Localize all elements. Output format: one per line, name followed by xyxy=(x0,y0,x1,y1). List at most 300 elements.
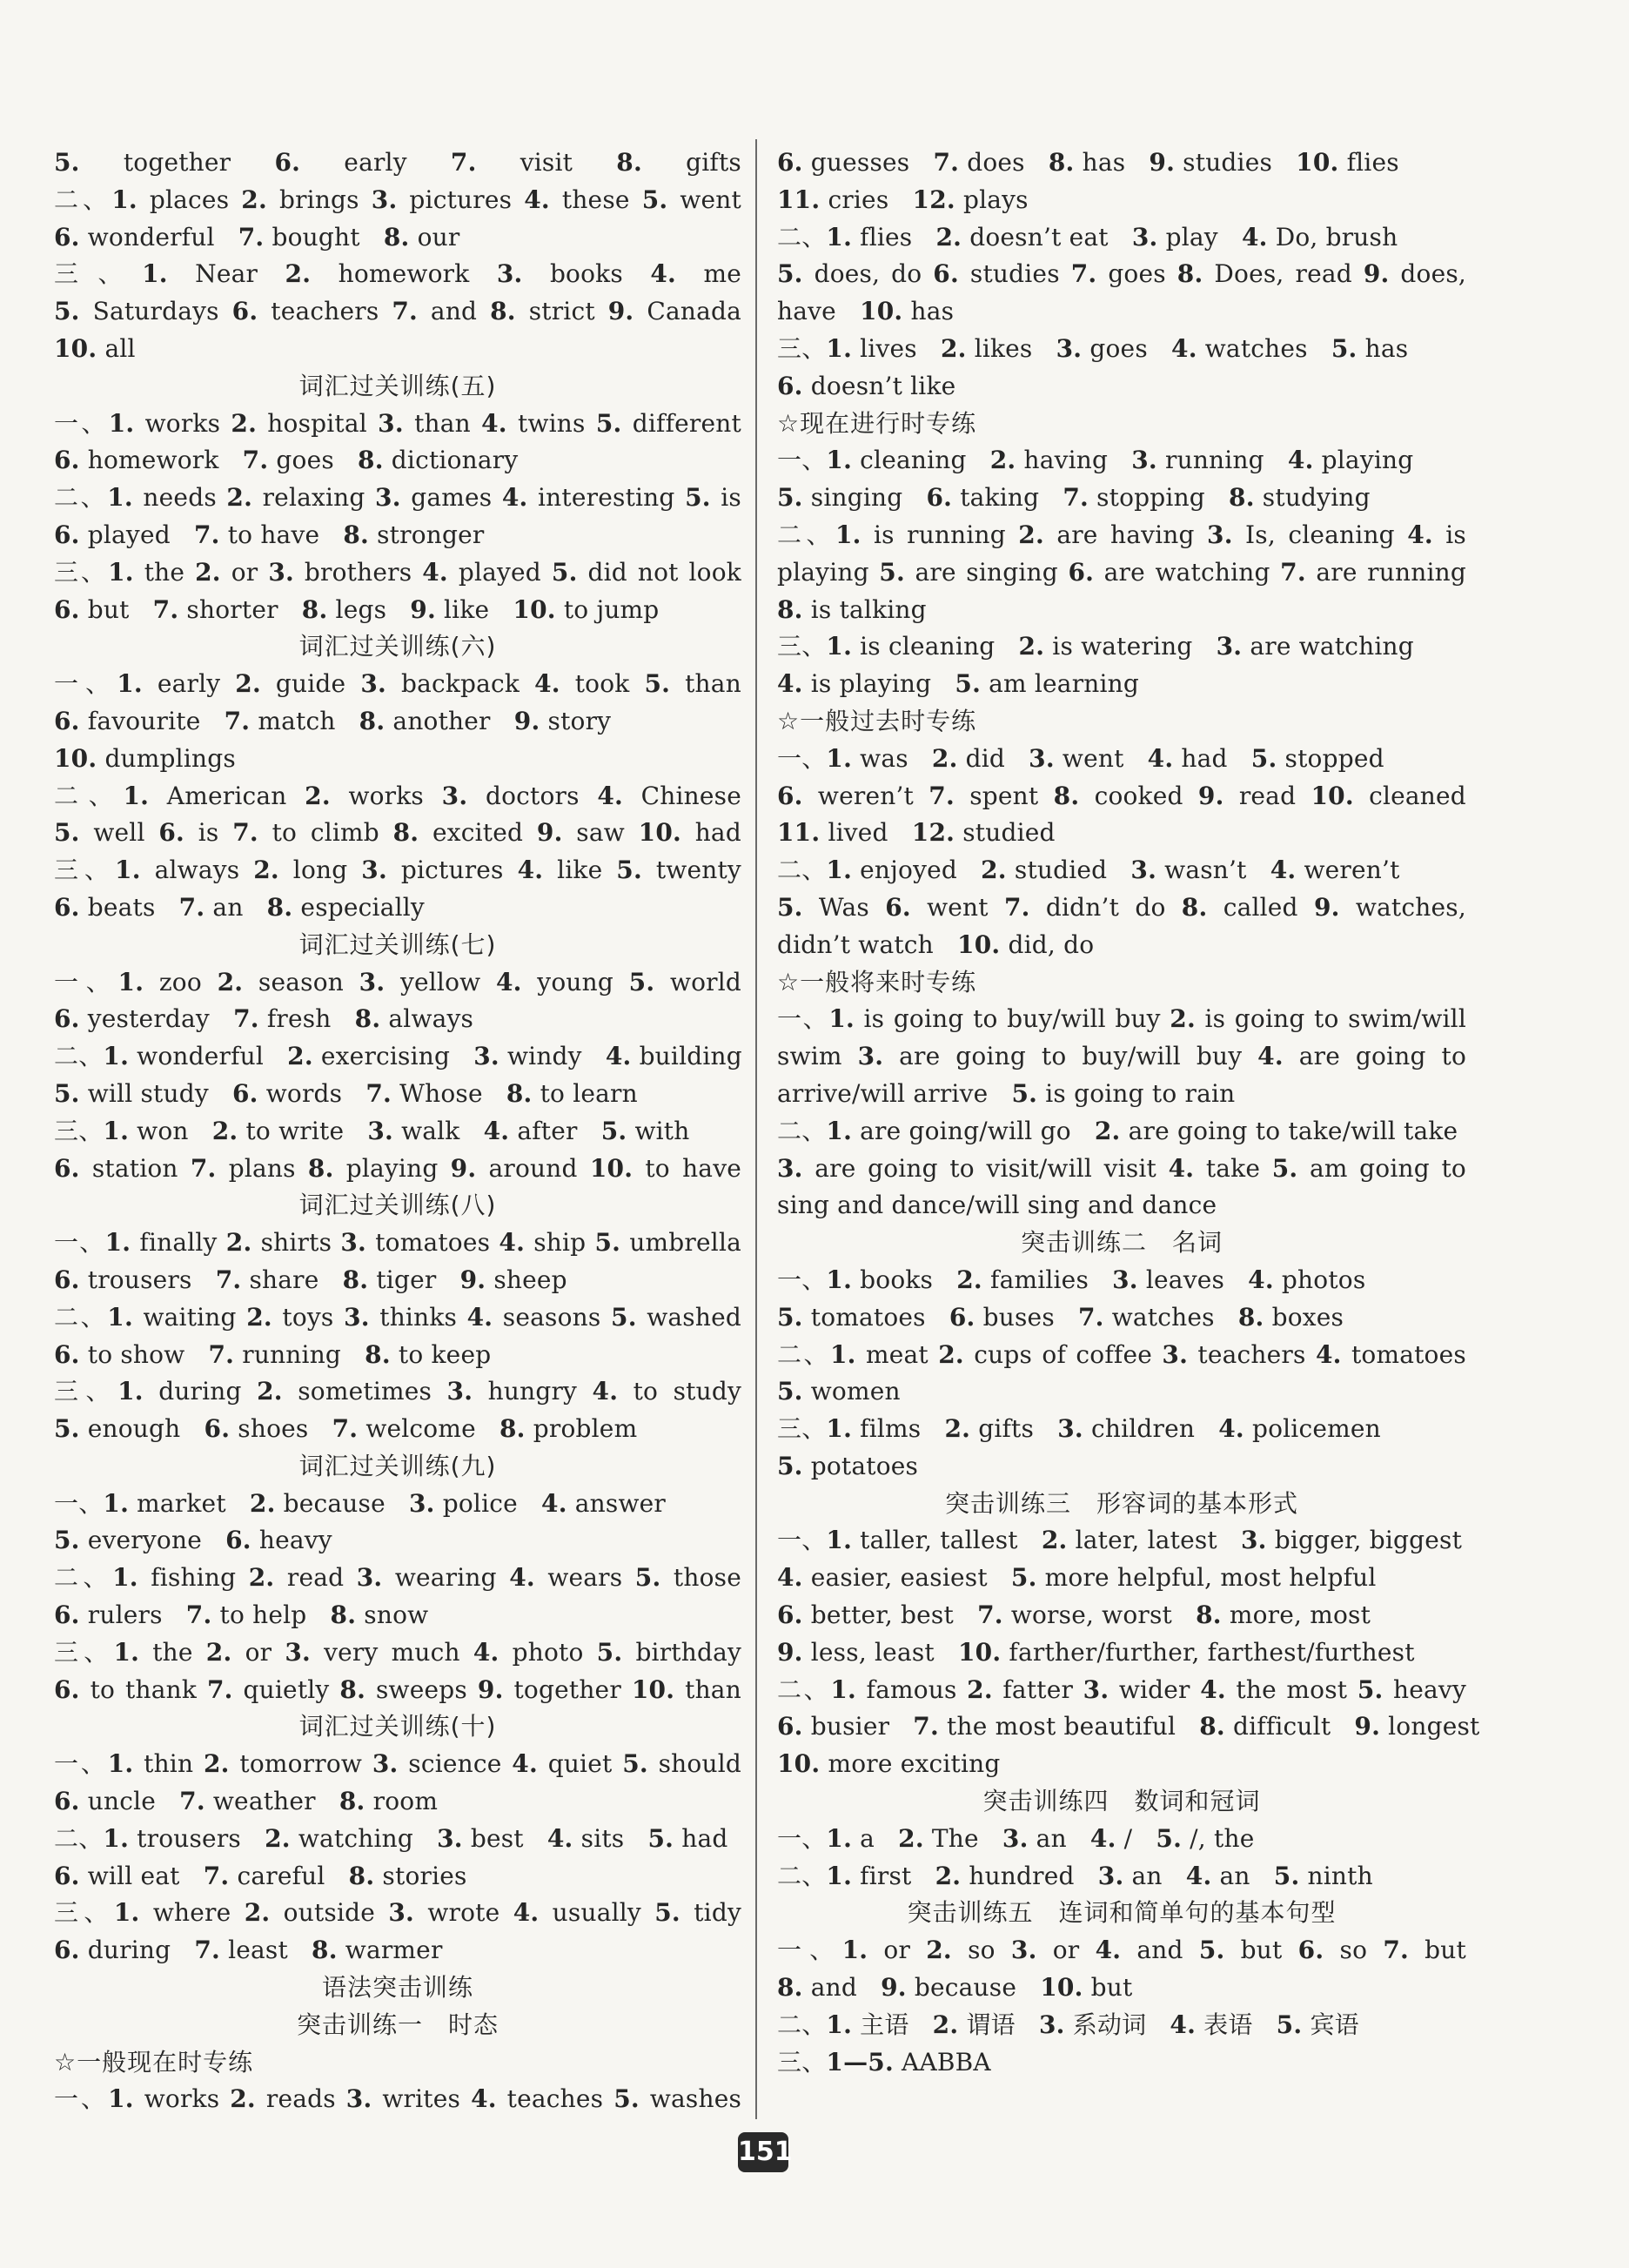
question-number: 6. xyxy=(926,483,953,513)
answer-text: tomatoes xyxy=(1351,1339,1466,1369)
answer-text: does xyxy=(967,148,1025,177)
answer-text: tomorrow xyxy=(239,1749,363,1779)
part-marker: 三、 xyxy=(54,856,116,885)
answer-text: after xyxy=(517,1116,578,1145)
answer-text: seasons xyxy=(502,1302,601,1332)
answer-text: tomatoes xyxy=(375,1228,491,1258)
question-number: 7. xyxy=(242,446,269,475)
question-number: 3. xyxy=(371,185,398,214)
question-number: 3. xyxy=(1131,222,1158,252)
answer-text: plays xyxy=(962,185,1029,214)
question-number: 10. xyxy=(513,594,556,624)
answer-line xyxy=(54,1076,741,1113)
question-number: 1. xyxy=(828,1004,855,1034)
answer-text: games xyxy=(411,483,493,513)
question-number: 5. xyxy=(1271,1153,1298,1183)
answer-text: is talking xyxy=(810,594,927,624)
answer-line xyxy=(777,1411,1466,1448)
question-number: 1. xyxy=(107,483,133,513)
answer-line xyxy=(54,741,741,778)
answer-text: guide xyxy=(275,669,346,699)
answer-text: match xyxy=(258,706,336,735)
answer-text: are going to xyxy=(1298,1042,1467,1071)
answer-text: to learn xyxy=(540,1078,638,1108)
question-number: 9. xyxy=(1197,781,1224,810)
answer-text: watches xyxy=(1204,333,1308,363)
answer-text: the xyxy=(144,557,185,587)
question-number: 9. xyxy=(459,1265,486,1294)
answer-line xyxy=(54,293,741,331)
part-marker: 二、 xyxy=(777,1116,827,1145)
answer-text: more helpful, most helpful xyxy=(1044,1563,1377,1593)
question-number: 2. xyxy=(211,1116,238,1145)
question-number: 6. xyxy=(54,446,80,475)
part-marker: 二、 xyxy=(777,2010,827,2039)
part-marker: 一、 xyxy=(54,1228,105,1258)
answer-line xyxy=(54,406,741,443)
answer-text: to show xyxy=(87,1339,185,1369)
answer-text: least xyxy=(228,1936,288,1965)
answer-line xyxy=(54,1411,741,1448)
answer-text: later, latest xyxy=(1075,1526,1217,1555)
question-number: 3. xyxy=(1056,333,1083,363)
question-number: 4. xyxy=(422,557,448,587)
question-number: 10. xyxy=(860,297,903,326)
question-number: 1. xyxy=(112,1563,138,1593)
answer-text: gifts xyxy=(686,148,741,177)
answer-text: policemen xyxy=(1251,1414,1381,1444)
section-subheading: ☆现在进行时专练 xyxy=(777,408,977,438)
answer-text: leaves xyxy=(1145,1265,1225,1294)
answer-line xyxy=(54,1038,741,1076)
answer-text: are going to take/will take xyxy=(1128,1116,1458,1145)
page-number: 151 xyxy=(738,2132,788,2172)
section-title: 突击训练一 时态 xyxy=(296,2010,499,2039)
question-number: 10. xyxy=(54,333,97,363)
question-number: 9. xyxy=(410,594,436,624)
answer-line xyxy=(777,1746,1466,1783)
answer-text: and xyxy=(430,297,478,326)
answer-text: bought xyxy=(272,222,360,252)
answer-text: another xyxy=(392,706,491,735)
question-number: 7. xyxy=(224,706,251,735)
question-number: 1. xyxy=(142,259,168,289)
part-marker: 三、 xyxy=(777,1414,827,1444)
answer-line xyxy=(777,1448,1466,1486)
question-number: 9. xyxy=(513,706,540,735)
answer-text: toys xyxy=(282,1302,334,1332)
question-number: 4. xyxy=(512,1749,538,1779)
answer-text: snow xyxy=(364,1600,429,1630)
answer-text: visit xyxy=(520,148,573,177)
answer-text: washed xyxy=(647,1302,741,1332)
question-number: 6. xyxy=(933,259,959,289)
section-title: 词汇过关训练(五) xyxy=(298,371,497,400)
answer-text: are going/will go xyxy=(860,1116,1071,1145)
answer-text: finally xyxy=(139,1228,218,1258)
answer-line xyxy=(777,182,1466,219)
question-number: 2. xyxy=(246,1302,272,1332)
answer-text: to thank xyxy=(90,1674,198,1704)
answer-text: the most xyxy=(1236,1674,1348,1704)
question-number: 2. xyxy=(931,743,958,773)
question-number: 7. xyxy=(1070,259,1097,289)
answer-text: yesterday xyxy=(87,1004,210,1034)
section-title: 词汇过关训练(十) xyxy=(298,1712,497,1741)
question-number: 7. xyxy=(913,1712,939,1741)
question-number: 5. xyxy=(1357,1674,1384,1704)
question-number: 10. xyxy=(638,818,681,848)
answer-text: long xyxy=(292,856,348,885)
answer-text: than xyxy=(685,1674,741,1704)
answer-line xyxy=(54,1299,741,1337)
question-number: 5. xyxy=(1250,743,1277,773)
answer-text: / xyxy=(1123,1823,1133,1853)
question-number: 7. xyxy=(178,892,205,922)
question-number: 5. xyxy=(1273,1861,1300,1890)
part-marker: 三、 xyxy=(54,1116,104,1145)
question-number: 7. xyxy=(190,1153,217,1183)
answer-text: to have xyxy=(645,1153,741,1183)
question-number: 4. xyxy=(1407,520,1433,549)
question-number: 1. xyxy=(826,1116,853,1145)
answer-text: science xyxy=(408,1749,502,1779)
question-number: 1. xyxy=(826,1414,853,1444)
question-number: 6. xyxy=(54,1004,80,1034)
question-number: 5. xyxy=(54,297,80,326)
question-number: 7. xyxy=(232,818,258,848)
answer-text: American xyxy=(166,781,287,810)
answer-line xyxy=(54,1746,741,1783)
question-number: 1. xyxy=(103,1042,130,1071)
question-number: 7. xyxy=(332,1414,359,1444)
answer-text: is xyxy=(1445,520,1466,549)
part-marker: 一、 xyxy=(777,1004,829,1034)
question-number: 7. xyxy=(1383,1936,1409,1965)
answer-text: running xyxy=(1165,446,1264,475)
answer-text: stopped xyxy=(1284,743,1384,773)
answer-text: during xyxy=(158,1377,242,1406)
answer-text: to write xyxy=(245,1116,345,1145)
answer-text: young xyxy=(537,967,613,996)
question-number: 10. xyxy=(1296,148,1339,177)
question-number: 6. xyxy=(54,892,80,922)
question-number: 7. xyxy=(1003,892,1030,922)
answer-line xyxy=(777,1262,1466,1299)
answer-text: shoes xyxy=(238,1414,309,1444)
question-number: 2. xyxy=(231,408,258,438)
answer-text: brothers xyxy=(304,557,412,587)
question-number: 5. xyxy=(647,1823,674,1853)
answer-line xyxy=(54,1337,741,1374)
answer-text: fresh xyxy=(266,1004,332,1034)
question-number: 2. xyxy=(944,1414,971,1444)
question-number: 12. xyxy=(912,185,955,214)
question-number: 8. xyxy=(490,297,516,326)
answer-text: 主语 xyxy=(860,2010,909,2039)
question-number: 5. xyxy=(1010,1563,1037,1593)
question-number: 6. xyxy=(54,1787,80,1816)
question-number: 6. xyxy=(885,892,911,922)
question-number: 1. xyxy=(835,520,861,549)
answer-text: ship xyxy=(533,1228,587,1258)
answer-line xyxy=(54,2081,741,2118)
question-number: 5. xyxy=(1276,2010,1303,2039)
answer-text: boxes xyxy=(1271,1302,1344,1332)
answer-line xyxy=(54,1597,741,1634)
answer-text: lives xyxy=(860,333,917,363)
answer-text: but xyxy=(87,594,130,624)
answer-text: excited xyxy=(432,818,524,848)
question-number: 5. xyxy=(622,1749,648,1779)
answer-text: having xyxy=(1023,446,1109,475)
part-marker: 三、 xyxy=(777,333,827,363)
answer-text: early xyxy=(157,669,221,699)
answer-text: worse, worst xyxy=(1010,1600,1172,1630)
answer-text: beats xyxy=(87,892,156,922)
question-number: 6. xyxy=(158,818,184,848)
answer-line xyxy=(777,1113,1466,1151)
answer-line xyxy=(777,1151,1466,1188)
answer-text: taking xyxy=(960,483,1040,513)
question-number: 3. xyxy=(360,669,386,699)
question-number: 1. xyxy=(113,1898,140,1928)
answer-line xyxy=(777,1076,1466,1113)
question-number: 4. xyxy=(524,185,550,214)
answer-line xyxy=(777,1932,1466,1969)
answer-line xyxy=(54,554,741,592)
question-number: 4. xyxy=(471,2084,497,2114)
question-number: 2. xyxy=(226,483,253,513)
section-title: 突击训练二 名词 xyxy=(1020,1228,1223,1258)
answer-text: Whose xyxy=(399,1078,483,1108)
answer-text: so xyxy=(968,1936,996,1965)
question-number: 3. xyxy=(367,1116,393,1145)
answer-text: and xyxy=(810,1973,858,2003)
question-number: 3. xyxy=(1029,743,1055,773)
answer-text: is cleaning xyxy=(860,632,996,661)
answer-line xyxy=(54,1113,741,1151)
section-subheading: ☆一般将来时专练 xyxy=(777,967,977,996)
question-number: 9. xyxy=(1363,259,1390,289)
question-number: 7. xyxy=(185,1600,212,1630)
answer-text: Was xyxy=(818,892,869,922)
question-number: 2. xyxy=(285,259,312,289)
part-marker: 二、 xyxy=(54,781,124,810)
question-number: 7. xyxy=(233,1004,259,1034)
question-number: 6. xyxy=(777,1712,803,1741)
answer-line xyxy=(777,778,1466,815)
part-marker: 三、 xyxy=(54,1898,114,1928)
question-number: 5. xyxy=(628,967,655,996)
question-number: 2. xyxy=(989,446,1016,475)
answer-line xyxy=(54,144,741,182)
part-marker: 二、 xyxy=(777,1339,830,1369)
question-number: 4. xyxy=(1287,446,1314,475)
answer-text: rulers xyxy=(87,1600,163,1630)
answer-text: wonderful xyxy=(87,222,215,252)
answer-text: watches, xyxy=(1355,892,1466,922)
question-number: 7. xyxy=(933,148,960,177)
answer-text: lived xyxy=(828,818,888,848)
question-number: 6. xyxy=(232,1078,258,1108)
question-number: 6. xyxy=(54,1153,80,1183)
answer-text: shirts xyxy=(260,1228,332,1258)
answer-line xyxy=(777,480,1466,517)
question-number: 9. xyxy=(450,1153,477,1183)
question-number: 1. xyxy=(826,446,853,475)
answer-text: or xyxy=(1052,1936,1080,1965)
question-number: 2. xyxy=(1041,1526,1068,1555)
question-number: 7. xyxy=(208,1339,235,1369)
question-number: 3. xyxy=(1083,1674,1109,1704)
answer-text: me xyxy=(703,259,741,289)
answer-text: backpack xyxy=(400,669,520,699)
answer-text: 宾语 xyxy=(1310,2010,1359,2039)
question-number: 2. xyxy=(935,1861,962,1890)
answer-text: works xyxy=(348,781,424,810)
question-number: 3. xyxy=(446,1377,473,1406)
question-number: 5. xyxy=(777,892,803,922)
question-number: 1. xyxy=(826,1823,853,1853)
answer-text: weren’t xyxy=(1304,856,1400,885)
question-number: 3. xyxy=(356,1563,383,1593)
answer-text: is going to swim/will xyxy=(1204,1004,1466,1034)
answer-text: played xyxy=(458,557,541,587)
question-number: 1. xyxy=(107,1302,133,1332)
answer-text: didn’t watch xyxy=(777,929,934,959)
question-number: 5. xyxy=(777,1451,803,1480)
question-number: 6. xyxy=(54,1674,80,1704)
part-marker: 一、 xyxy=(54,967,118,996)
question-number: 2. xyxy=(967,1674,993,1704)
part-marker: 三、 xyxy=(777,2047,827,2077)
question-number: 6. xyxy=(777,371,803,400)
answer-line xyxy=(54,592,741,629)
answer-text: are having xyxy=(1056,520,1195,549)
answer-text: hungry xyxy=(487,1377,578,1406)
question-number: 1. xyxy=(826,632,853,661)
answer-text: had xyxy=(694,818,741,848)
answer-text: teachers xyxy=(271,297,379,326)
answer-line xyxy=(54,1522,741,1560)
answer-text: wider xyxy=(1118,1674,1190,1704)
answer-text: called xyxy=(1223,892,1298,922)
answer-text: women xyxy=(810,1377,901,1406)
question-number: 4. xyxy=(509,1563,535,1593)
answer-text: than xyxy=(685,669,741,699)
question-number: 4. xyxy=(541,1488,567,1518)
question-number: 4. xyxy=(513,1898,540,1928)
answer-line xyxy=(777,256,1466,293)
question-number: 3. xyxy=(268,557,294,587)
answer-line xyxy=(54,1634,741,1672)
answer-line xyxy=(54,442,741,480)
question-number: 6. xyxy=(54,1861,80,1890)
question-number: 3. xyxy=(409,1488,435,1518)
answer-line xyxy=(54,1821,741,1858)
question-number: 5. xyxy=(777,483,803,513)
answer-text: is running xyxy=(874,520,1006,549)
answer-text: birthday xyxy=(635,1637,742,1667)
question-number: 9. xyxy=(1354,1712,1381,1741)
answer-text: take xyxy=(1205,1153,1261,1183)
answer-line xyxy=(54,1373,741,1411)
answer-text: homework xyxy=(87,446,219,475)
answer-text: outside xyxy=(283,1898,376,1928)
question-number: 5. xyxy=(644,669,671,699)
question-number: 2. xyxy=(935,222,962,252)
answer-line xyxy=(777,1634,1466,1672)
answer-text: cooked xyxy=(1094,781,1183,810)
question-number: 5. xyxy=(595,408,622,438)
answer-text: won xyxy=(137,1116,189,1145)
answer-line xyxy=(54,889,741,927)
answer-text: legs xyxy=(335,594,387,624)
answer-text: to study xyxy=(633,1377,741,1406)
answer-text: has xyxy=(1082,148,1126,177)
answer-text: The xyxy=(931,1823,979,1853)
question-number: 3. xyxy=(375,483,401,513)
question-number: 1. xyxy=(826,743,853,773)
answer-text: meat xyxy=(865,1339,928,1369)
part-marker: 二、 xyxy=(54,1302,108,1332)
question-number: 7. xyxy=(1078,1302,1104,1332)
question-number: 4. xyxy=(483,1116,510,1145)
answer-text: fatter xyxy=(1002,1674,1074,1704)
answer-text: yellow xyxy=(399,967,481,996)
answer-text: usually xyxy=(552,1898,641,1928)
part-marker: 一、 xyxy=(777,446,827,475)
question-number: 8. xyxy=(358,446,384,475)
question-number: 6. xyxy=(1297,1936,1324,1965)
question-number: 4. xyxy=(1168,1153,1195,1183)
answer-text: wonderful xyxy=(137,1042,265,1071)
question-number: 5. xyxy=(613,2084,640,2114)
question-number: 6. xyxy=(1068,557,1095,587)
answer-text: had xyxy=(681,1823,728,1853)
right-column xyxy=(777,144,1480,2081)
part-marker: 二、 xyxy=(777,520,835,549)
answer-text: less, least xyxy=(810,1637,935,1667)
question-number: 5. xyxy=(777,1377,803,1406)
answer-text: an xyxy=(1219,1861,1250,1890)
answer-text: running xyxy=(242,1339,342,1369)
answer-line xyxy=(777,1373,1466,1411)
question-number: 4. xyxy=(597,781,623,810)
answer-text: wrote xyxy=(427,1898,500,1928)
part-marker: 二、 xyxy=(777,222,827,252)
column-divider xyxy=(755,139,757,2119)
answer-line xyxy=(54,331,741,368)
answer-line xyxy=(54,666,741,703)
question-number: 5. xyxy=(1156,1823,1183,1853)
answer-text: room xyxy=(372,1787,439,1816)
answer-text: went xyxy=(927,892,989,922)
answer-text: is playing xyxy=(810,669,932,699)
answer-text: studies xyxy=(1183,148,1273,177)
question-number: 1. xyxy=(829,1339,856,1369)
question-number: 4. xyxy=(499,1228,526,1258)
answer-text: goes xyxy=(1089,333,1148,363)
question-number: 2. xyxy=(203,1749,230,1779)
question-number: 8. xyxy=(330,1600,357,1630)
answer-text: sits xyxy=(580,1823,625,1853)
answer-text: umbrella xyxy=(629,1228,741,1258)
question-number: 4. xyxy=(777,1563,803,1593)
question-number: 3. xyxy=(1216,632,1243,661)
answer-line xyxy=(777,1858,1466,1896)
